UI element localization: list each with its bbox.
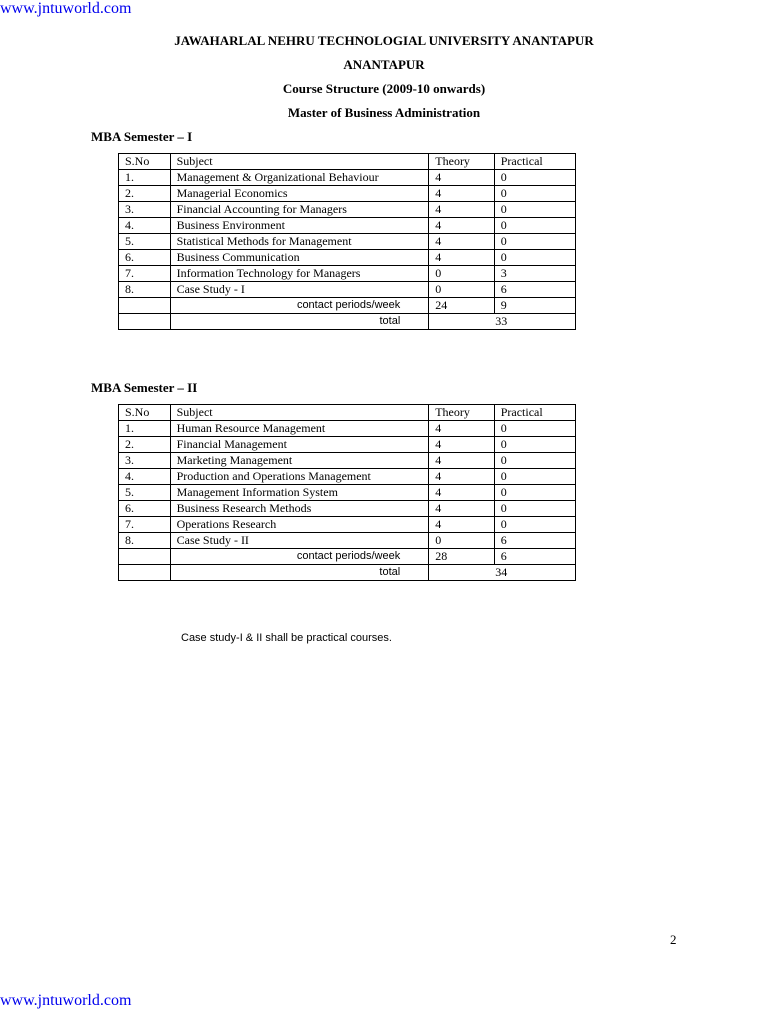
subject-cell: Business Communication	[170, 250, 429, 266]
footer-site-link[interactable]: www.jntuworld.com	[0, 992, 132, 1009]
sno-cell: 6.	[119, 501, 171, 517]
subject-cell: Management Information System	[170, 485, 429, 501]
practical-cell: 0	[494, 421, 575, 437]
table-row	[119, 437, 576, 453]
theory-cell: 4	[429, 234, 494, 250]
subject-cell: Operations Research	[170, 517, 429, 533]
total-row	[119, 565, 576, 581]
subject-cell: Financial Accounting for Managers	[170, 202, 429, 218]
theory-cell: 4	[429, 469, 495, 485]
practical-cell: 0	[494, 469, 575, 485]
header-practical: Practical	[494, 154, 575, 170]
subject-cell: Case Study - II	[170, 533, 429, 549]
theory-cell: 4	[429, 517, 495, 533]
theory-cell: 4	[429, 453, 495, 469]
total-label: total	[170, 565, 429, 581]
empty-cell	[119, 298, 171, 314]
header-subject: Subject	[170, 154, 429, 170]
table-row	[119, 469, 576, 485]
subject-cell: Information Technology for Managers	[170, 266, 429, 282]
subject-cell: Managerial Economics	[170, 186, 429, 202]
sno-cell: 8.	[119, 533, 171, 549]
header-practical: Practical	[494, 405, 575, 421]
subject-cell: Business Research Methods	[170, 501, 429, 517]
contact-periods-label: contact periods/week	[170, 549, 429, 565]
table-row	[119, 218, 576, 234]
practical-cell: 0	[494, 517, 575, 533]
sno-cell: 1.	[119, 421, 171, 437]
header-subject: Subject	[170, 405, 429, 421]
practical-cell: 0	[494, 453, 575, 469]
table-row	[119, 421, 576, 437]
contact-theory-cell: 24	[429, 298, 494, 314]
practical-cell: 0	[494, 202, 575, 218]
subject-cell: Business Environment	[170, 218, 429, 234]
contact-periods-row	[119, 549, 576, 565]
total-value: 34	[429, 565, 576, 581]
university-city: ANANTAPUR	[343, 57, 425, 72]
sno-cell: 6.	[119, 250, 171, 266]
total-row	[119, 314, 576, 330]
sno-cell: 8.	[119, 282, 171, 298]
practical-cell: 6	[494, 282, 575, 298]
practical-cell: 0	[494, 437, 575, 453]
table-row	[119, 501, 576, 517]
header-sno: S.No	[119, 405, 171, 421]
theory-cell: 0	[429, 282, 494, 298]
header-theory: Theory	[429, 405, 495, 421]
contact-theory-cell: 28	[429, 549, 495, 565]
sno-cell: 3.	[119, 202, 171, 218]
practical-cell: 0	[494, 218, 575, 234]
contact-periods-label: contact periods/week	[170, 298, 429, 314]
practical-cell: 0	[494, 186, 575, 202]
sno-cell: 7.	[119, 266, 171, 282]
empty-cell	[119, 314, 171, 330]
semester-2-title: MBA Semester – II	[91, 380, 198, 395]
theory-cell: 4	[429, 250, 494, 266]
theory-cell: 0	[429, 533, 495, 549]
table-row	[119, 234, 576, 250]
practical-cell: 0	[494, 485, 575, 501]
practical-cell: 0	[494, 170, 575, 186]
practical-cell: 6	[494, 533, 575, 549]
table-row	[119, 202, 576, 218]
subject-cell: Marketing Management	[170, 453, 429, 469]
sno-cell: 2.	[119, 437, 171, 453]
empty-cell	[119, 565, 171, 581]
sno-cell: 2.	[119, 186, 171, 202]
subject-cell: Statistical Methods for Management	[170, 234, 429, 250]
header-theory: Theory	[429, 154, 494, 170]
sno-cell: 5.	[119, 234, 171, 250]
total-value: 33	[429, 314, 576, 330]
semester-1-title: MBA Semester – I	[91, 129, 193, 144]
program-title: Master of Business Administration	[287, 105, 481, 120]
table-row	[119, 266, 576, 282]
semester-2-table	[118, 404, 576, 581]
theory-cell: 4	[429, 218, 494, 234]
contact-periods-row	[119, 298, 576, 314]
sno-cell: 4.	[119, 218, 171, 234]
subject-cell: Human Resource Management	[170, 421, 429, 437]
theory-cell: 0	[429, 266, 494, 282]
header-sno: S.No	[119, 154, 171, 170]
theory-cell: 4	[429, 186, 494, 202]
university-title: JAWAHARLAL NEHRU TECHNOLOGIAL UNIVERSITY ANANTAPUR	[174, 33, 594, 48]
table-row	[119, 170, 576, 186]
subject-cell: Production and Operations Management	[170, 469, 429, 485]
total-label: total	[170, 314, 429, 330]
table-row	[119, 485, 576, 501]
practical-courses-note: Case study-I & II shall be practical courses.	[181, 632, 392, 644]
table-row	[119, 533, 576, 549]
table-header-row	[119, 405, 576, 421]
sno-cell: 7.	[119, 517, 171, 533]
sno-cell: 1.	[119, 170, 171, 186]
table-row	[119, 453, 576, 469]
contact-practical-cell: 9	[494, 298, 575, 314]
subject-cell: Management & Organizational Behaviour	[170, 170, 429, 186]
theory-cell: 4	[429, 485, 495, 501]
practical-cell: 0	[494, 250, 575, 266]
theory-cell: 4	[429, 170, 494, 186]
contact-practical-cell: 6	[494, 549, 575, 565]
sno-cell: 4.	[119, 469, 171, 485]
semester-1-table	[118, 153, 576, 330]
course-structure-title: Course Structure (2009-10 onwards)	[282, 81, 486, 96]
practical-cell: 0	[494, 501, 575, 517]
page-number: 2	[670, 932, 677, 947]
header-site-link[interactable]: www.jntuworld.com	[0, 0, 132, 17]
empty-cell	[119, 549, 171, 565]
sno-cell: 3.	[119, 453, 171, 469]
table-row	[119, 517, 576, 533]
theory-cell: 4	[429, 202, 494, 218]
subject-cell: Case Study - I	[170, 282, 429, 298]
subject-cell: Financial Management	[170, 437, 429, 453]
table-row	[119, 250, 576, 266]
sno-cell: 5.	[119, 485, 171, 501]
practical-cell: 0	[494, 234, 575, 250]
practical-cell: 3	[494, 266, 575, 282]
table-row	[119, 186, 576, 202]
theory-cell: 4	[429, 421, 495, 437]
table-header-row	[119, 154, 576, 170]
table-row	[119, 282, 576, 298]
theory-cell: 4	[429, 501, 495, 517]
theory-cell: 4	[429, 437, 495, 453]
